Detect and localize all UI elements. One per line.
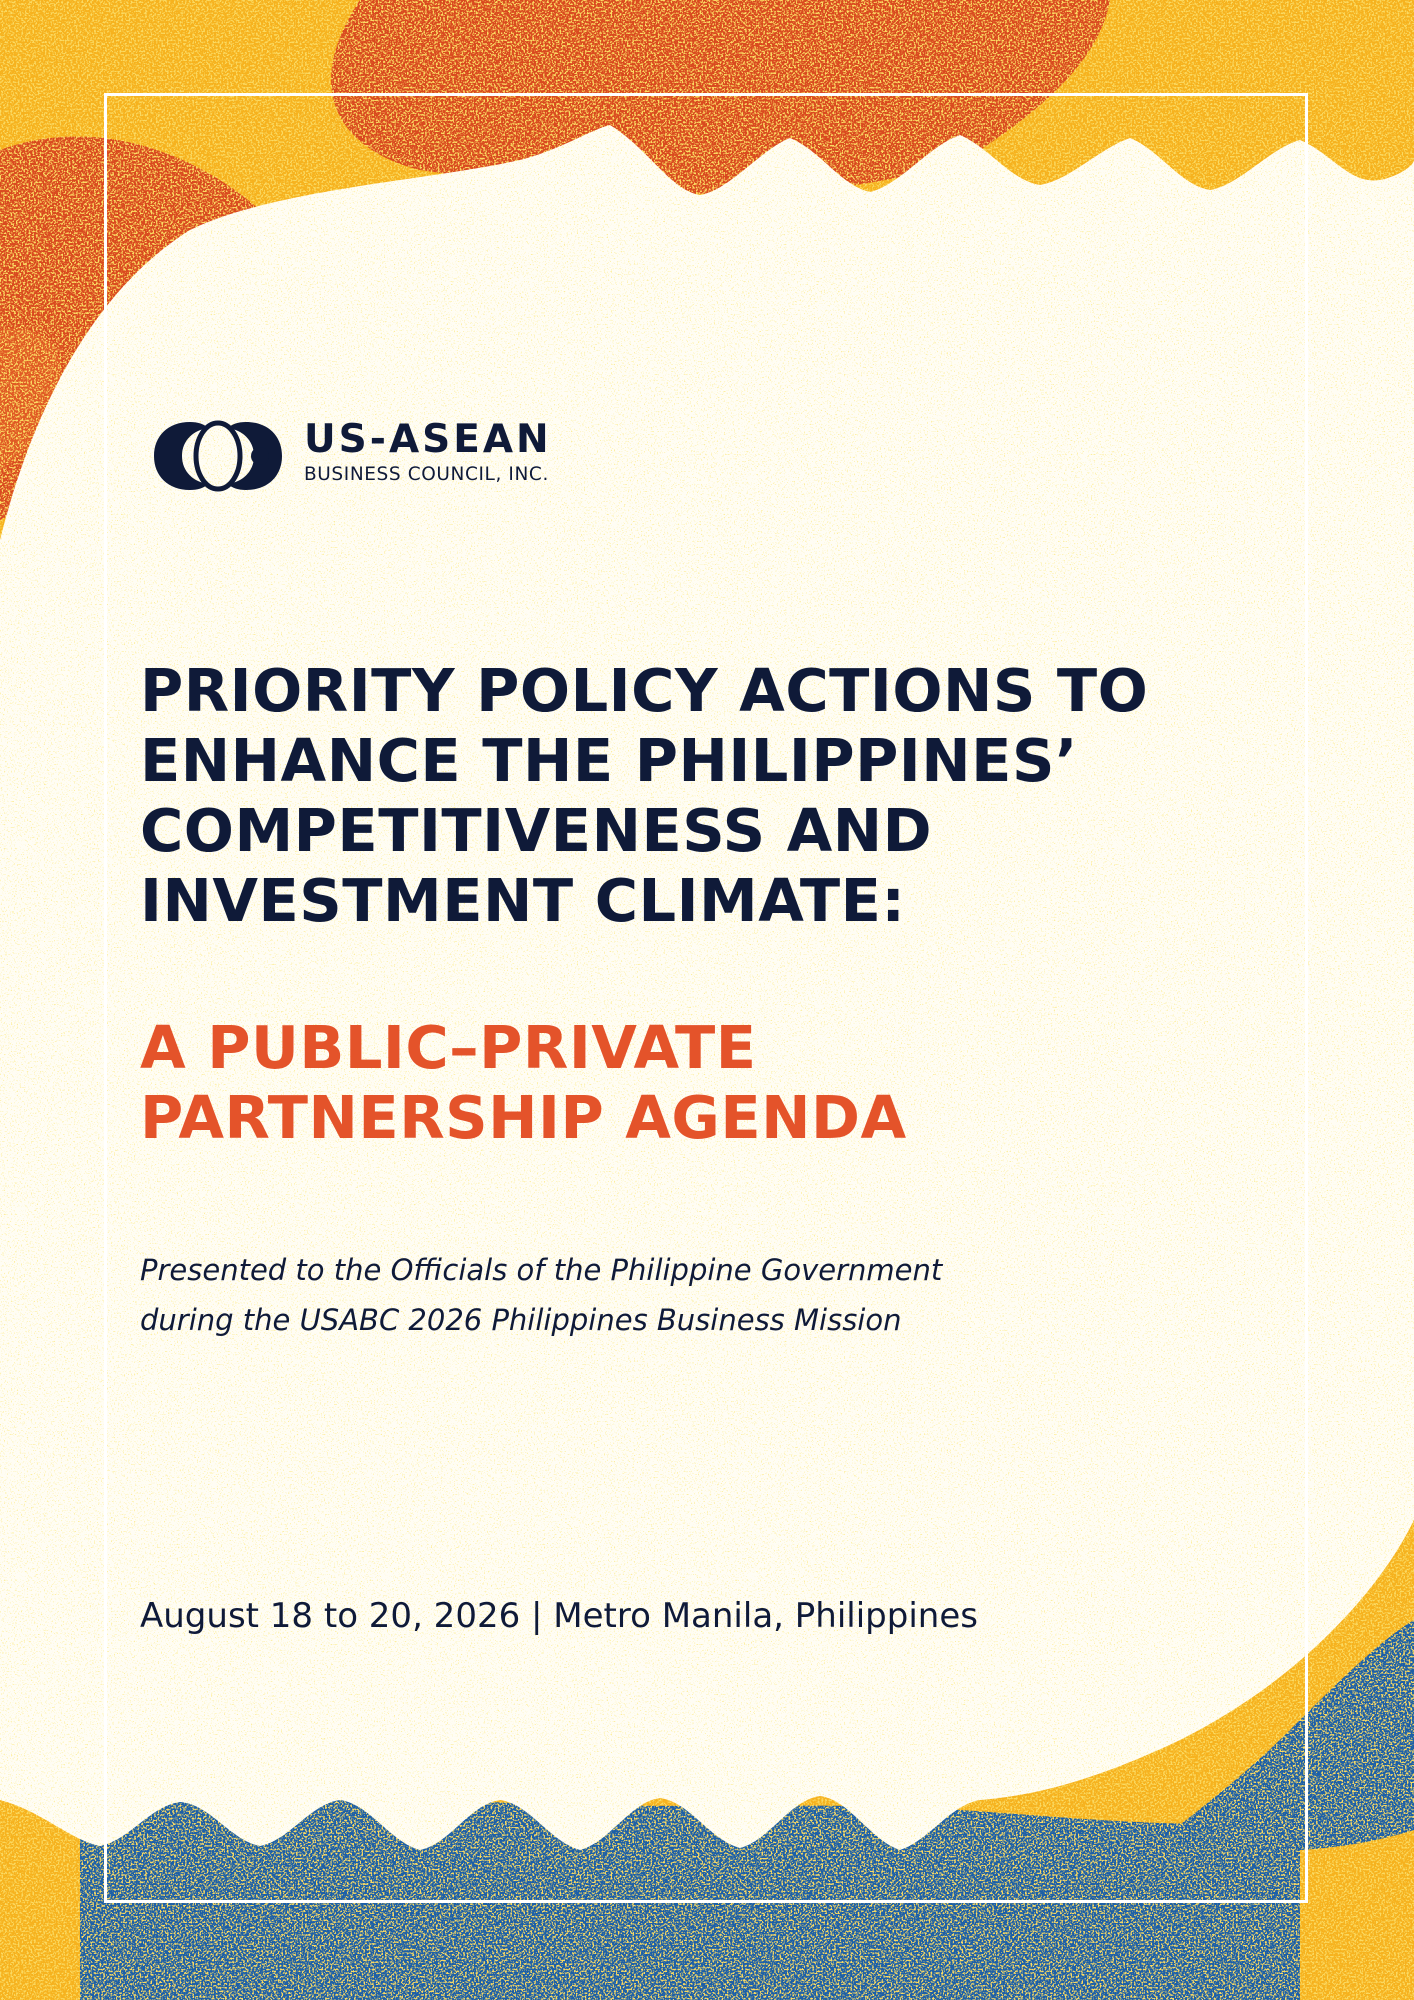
document-subtitle [140,1013,1240,1153]
logo-subtitle: BUSINESS COUNCIL, INC. [304,464,549,485]
title-line: PRIORITY POLICY ACTIONS TO [140,656,1149,725]
event-dateline: August 18 to 20, 2026 | Metro Manila, Philippines [140,1596,978,1636]
presented-line: during the USABC 2026 Philippines Business Mission [140,1303,902,1337]
usabc-logo [152,418,592,498]
subtitle-line: PARTNERSHIP AGENDA [140,1083,907,1152]
presented-statement [140,1245,1240,1345]
title-line: INVESTMENT CLIMATE: [140,866,906,935]
usabc-rings-icon [152,418,284,494]
title-line: ENHANCE THE PHILIPPINES’ [140,726,1078,795]
presented-line: Presented to the Officials of the Philippine Government [140,1253,943,1287]
title-line: COMPETITIVENESS AND [140,796,933,865]
subtitle-line: A PUBLIC–PRIVATE [140,1013,757,1082]
document-title [140,656,1300,936]
logo-name: US-ASEAN [304,417,552,462]
